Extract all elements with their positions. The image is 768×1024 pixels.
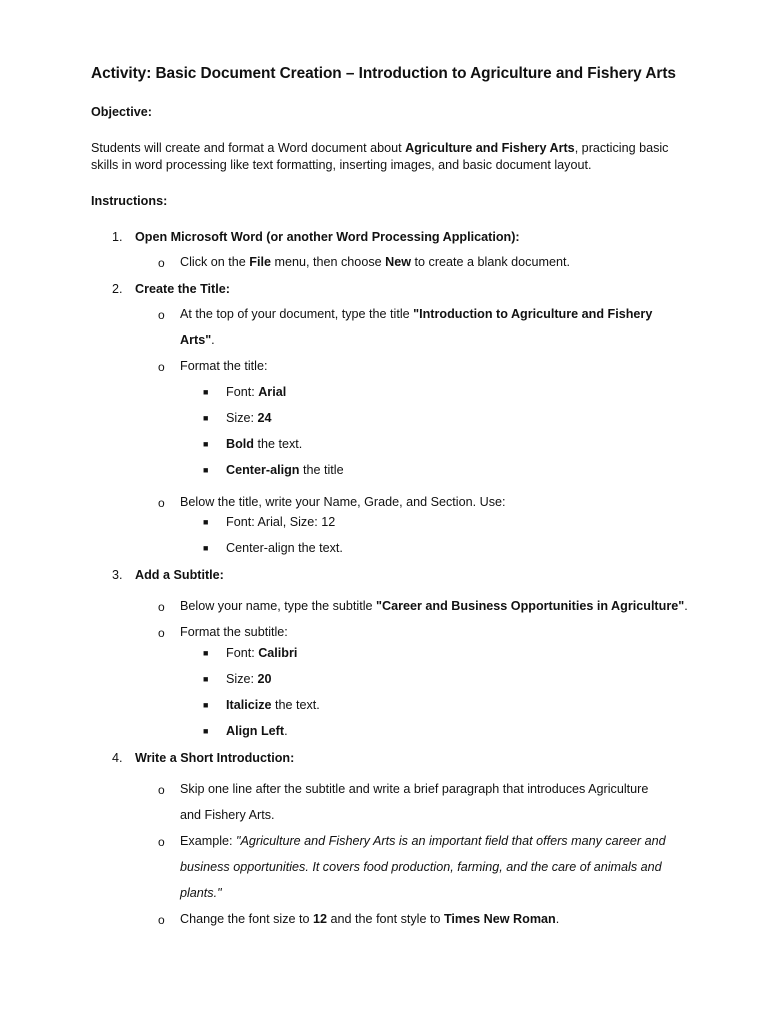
step-label: Open Microsoft Word (or another Word Processing Application): [135,230,520,244]
hollow-bullet-icon: o [158,626,165,640]
square-bullet-icon: ■ [203,465,209,475]
list-item: Align Left. [226,724,288,738]
step-number: 1. [112,230,123,244]
objective-paragraph [91,140,691,174]
step-number: 4. [112,751,123,765]
step-number: 3. [112,568,123,582]
objective-bold: Agriculture and Fishery Arts [405,141,575,155]
square-bullet-icon: ■ [203,648,209,658]
list-item: Skip one line after the subtitle and write a brief paragraph that introduces Agriculture and Fishery Arts. [180,782,649,822]
square-bullet-icon: ■ [203,543,209,553]
list-item: Below the title, write your Name, Grade, and Section. Use: [180,495,506,509]
list-item: Change the font size to 12 and the font style to Times New Roman. [180,912,560,926]
hollow-bullet-icon: o [158,360,165,374]
hollow-bullet-icon: o [158,783,165,797]
list-item: Below your name, type the subtitle "Career and Business Opportunities in Agriculture". [180,599,688,613]
list-item: Center-align the text. [226,541,343,555]
objective-text-2: , practicing basic skills in word processing like text formatting, inserting images, and basic document layout. [91,141,669,172]
hollow-bullet-icon: o [158,600,165,614]
list-item: Italicize the text. [226,698,320,712]
square-bullet-icon: ■ [203,700,209,710]
square-bullet-icon: ■ [203,726,209,736]
square-bullet-icon: ■ [203,517,209,527]
list-item: Font: Arial [226,385,287,399]
page-title: Activity: Basic Document Creation – Introduction to Agriculture and Fishery Arts [91,65,676,82]
objective-heading: Objective: [91,105,152,119]
hollow-bullet-icon: o [158,835,165,849]
hollow-bullet-icon: o [158,496,165,510]
list-item: Click on the File menu, then choose New to create a blank document. [180,255,570,269]
list-item: Size: 24 [226,411,272,425]
list-item: Example: "Agriculture and Fishery Arts is an important field that offers many career and business opportunities. It covers food production, farming, and the care of animals and plants." [180,834,666,900]
step-label: Create the Title: [135,282,230,296]
hollow-bullet-icon: o [158,913,165,927]
square-bullet-icon: ■ [203,439,209,449]
list-item: Size: 20 [226,672,272,686]
list-item: Font: Calibri [226,646,298,660]
instructions-heading: Instructions: [91,194,168,208]
hollow-bullet-icon: o [158,256,165,270]
list-item: At the top of your document, type the title "Introduction to Agriculture and Fishery Arts". [180,307,653,347]
list-item: Bold the text. [226,437,303,451]
step-label: Add a Subtitle: [135,568,224,582]
step-label: Write a Short Introduction: [135,751,295,765]
list-item: Center-align the title [226,463,344,477]
hollow-bullet-icon: o [158,308,165,322]
list-item: Format the title: [180,359,268,373]
square-bullet-icon: ■ [203,387,209,397]
objective-text-1: Students will create and format a Word document about [91,141,406,155]
square-bullet-icon: ■ [203,413,209,423]
list-item: Format the subtitle: [180,625,288,639]
step-number: 2. [112,282,123,296]
square-bullet-icon: ■ [203,674,209,684]
list-item: Font: Arial, Size: 12 [226,515,336,529]
